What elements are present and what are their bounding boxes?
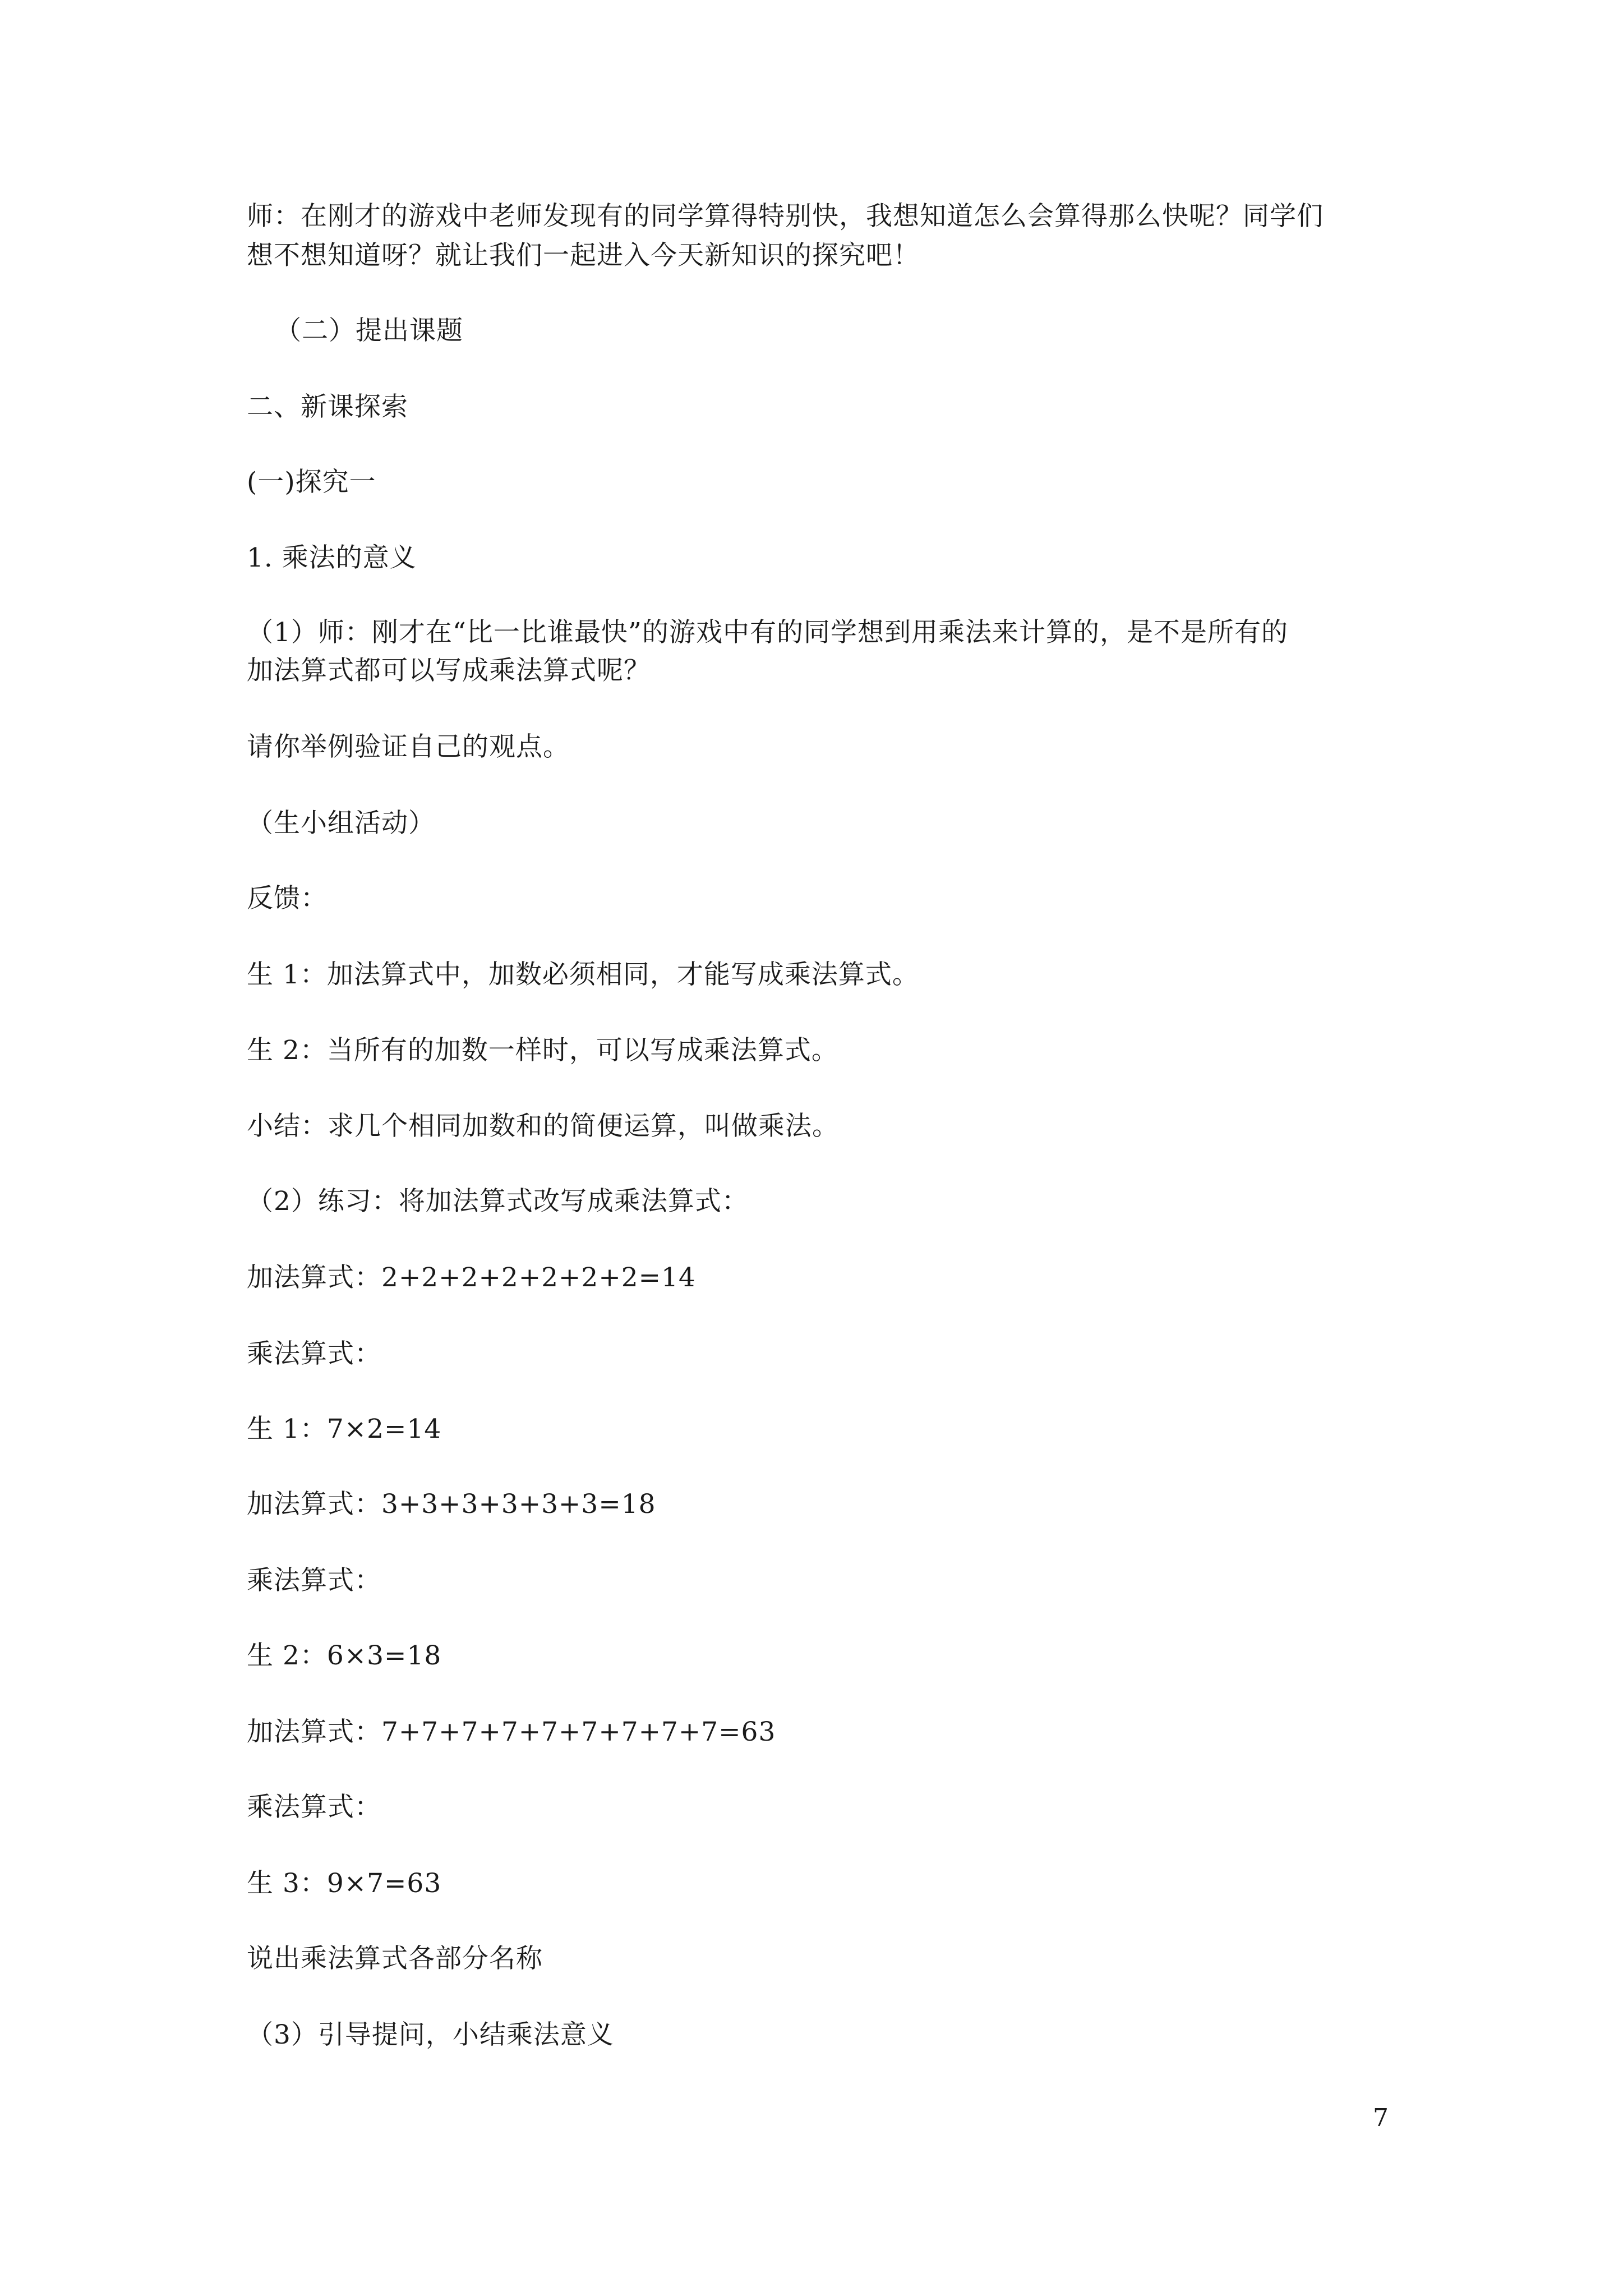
subsection-heading: (一)探究一 — [247, 467, 376, 498]
paragraph-line: 反馈： — [247, 883, 328, 914]
paragraph-line: 说出乘法算式各部分名称 — [247, 1943, 543, 1974]
equation-line: 加法算式：2+2+2+2+2+2+2=14 — [247, 1262, 696, 1293]
equation-line: 生 2：6×3=18 — [247, 1640, 442, 1671]
equation-line: 加法算式：7+7+7+7+7+7+7+7+7=63 — [247, 1717, 776, 1747]
paragraph-line: 加法算式都可以写成乘法算式呢？ — [247, 655, 651, 686]
section-heading: （二）提出课题 — [275, 315, 463, 346]
equation-line: 生 3：9×7=63 — [247, 1868, 442, 1899]
paragraph-line: 请你举例验证自己的观点。 — [247, 731, 570, 762]
equation-line: 加法算式：3+3+3+3+3+3=18 — [247, 1489, 656, 1520]
equation-line: 乘法算式： — [247, 1792, 381, 1823]
paragraph-line: 师：在刚才的游戏中老师发现有的同学算得特别快，我想知道怎么会算得那么快呢？同学们 — [247, 201, 1324, 232]
paragraph-line: （2）练习：将加法算式改写成乘法算式： — [247, 1186, 749, 1217]
paragraph-line: （1）师：刚才在“比一比谁最快”的游戏中有的同学想到用乘法来计算的，是不是所有的 — [247, 617, 1288, 648]
paragraph-line: 想不想知道呀？就让我们一起进入今天新知识的探究吧！ — [247, 240, 920, 271]
paragraph-line: 小结：求几个相同加数和的简便运算，叫做乘法。 — [247, 1111, 839, 1142]
section-heading: 二、新课探索 — [247, 392, 408, 422]
paragraph-line: （3）引导提问，小结乘法意义 — [247, 2019, 614, 2050]
equation-line: 乘法算式： — [247, 1565, 381, 1596]
page-number: 7 — [1373, 2104, 1389, 2132]
paragraph-line: （生小组活动） — [247, 808, 435, 839]
numbered-heading: 1. 乘法的意义 — [247, 542, 417, 573]
equation-line: 生 1：7×2=14 — [247, 1414, 442, 1444]
paragraph-line: 生 1：加法算式中，加数必须相同，才能写成乘法算式。 — [247, 959, 919, 990]
paragraph-line: 生 2：当所有的加数一样时，可以写成乘法算式。 — [247, 1035, 838, 1066]
equation-line: 乘法算式： — [247, 1338, 381, 1369]
